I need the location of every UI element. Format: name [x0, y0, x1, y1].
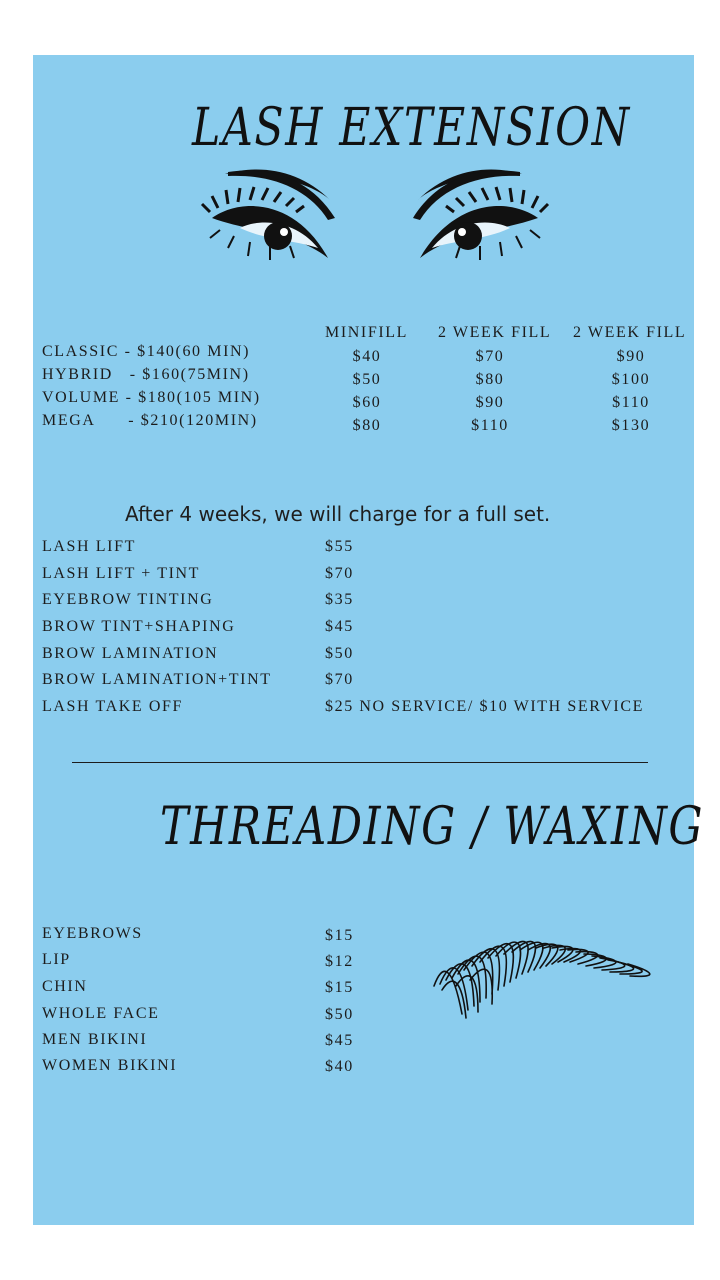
- threading-waxing-title: THREADING / WAXING: [160, 797, 705, 857]
- col-header-2week-1: 2 WEEK FILL: [438, 324, 552, 341]
- service-name: EYEBROW TINTING: [42, 591, 214, 608]
- service-name: LASH LIFT: [42, 538, 136, 555]
- lash-row-service: MEGA - $210(120MIN): [42, 412, 258, 429]
- threading-item-name: WHOLE FACE: [42, 1005, 160, 1022]
- full-set-note: After 4 weeks, we will charge for a full set.: [125, 502, 551, 526]
- minifill-price: $50: [352, 371, 382, 388]
- service-name: BROW LAMINATION+TINT: [42, 671, 272, 688]
- service-price: $70: [325, 671, 354, 688]
- service-price: $70: [325, 565, 354, 582]
- lash-row-service: HYBRID - $160(75MIN): [42, 366, 250, 383]
- threading-item-price: $12: [325, 953, 354, 970]
- two-week-fill-price: $70: [475, 348, 505, 365]
- service-price: $45: [325, 618, 354, 635]
- lash-extension-title: LASH EXTENSION: [192, 98, 631, 158]
- eyebrow-icon: [432, 934, 668, 1022]
- lash-row-service: VOLUME - $180(105 MIN): [42, 389, 261, 406]
- two-week-fill-price: $100: [611, 371, 651, 388]
- two-week-fill-price: $90: [475, 394, 505, 411]
- service-price: $50: [325, 645, 354, 662]
- service-price: $55: [325, 538, 354, 555]
- threading-item-name: CHIN: [42, 978, 88, 995]
- service-name: LASH LIFT + TINT: [42, 565, 201, 582]
- threading-item-price: $45: [325, 1032, 354, 1049]
- section-divider: [72, 762, 648, 763]
- threading-item-price: $15: [325, 979, 354, 996]
- col-header-2week-2: 2 WEEK FILL: [573, 324, 687, 341]
- col-header-minifill: MINIFILL: [325, 324, 409, 341]
- two-week-fill-price: $110: [471, 417, 509, 434]
- two-week-fill-price: $90: [616, 348, 646, 365]
- two-week-fill-price: $130: [611, 417, 651, 434]
- threading-item-name: LIP: [42, 951, 71, 968]
- service-price: $25 NO SERVICE/ $10 WITH SERVICE: [325, 698, 645, 715]
- threading-item-price: $50: [325, 1006, 354, 1023]
- two-week-fill-price: $80: [475, 371, 505, 388]
- minifill-price: $80: [352, 417, 382, 434]
- service-name: BROW LAMINATION: [42, 645, 219, 662]
- service-name: BROW TINT+SHAPING: [42, 618, 236, 635]
- eyes-icon: [200, 160, 550, 270]
- service-name: LASH TAKE OFF: [42, 698, 184, 715]
- minifill-price: $40: [352, 348, 382, 365]
- service-price: $35: [325, 591, 354, 608]
- threading-item-price: $15: [325, 927, 354, 944]
- threading-item-name: WOMEN BIKINI: [42, 1057, 178, 1074]
- lash-row-service: CLASSIC - $140(60 MIN): [42, 343, 251, 360]
- threading-item-name: EYEBROWS: [42, 925, 143, 942]
- two-week-fill-price: $110: [612, 394, 650, 411]
- minifill-price: $60: [352, 394, 382, 411]
- threading-item-name: MEN BIKINI: [42, 1031, 148, 1048]
- threading-item-price: $40: [325, 1058, 354, 1075]
